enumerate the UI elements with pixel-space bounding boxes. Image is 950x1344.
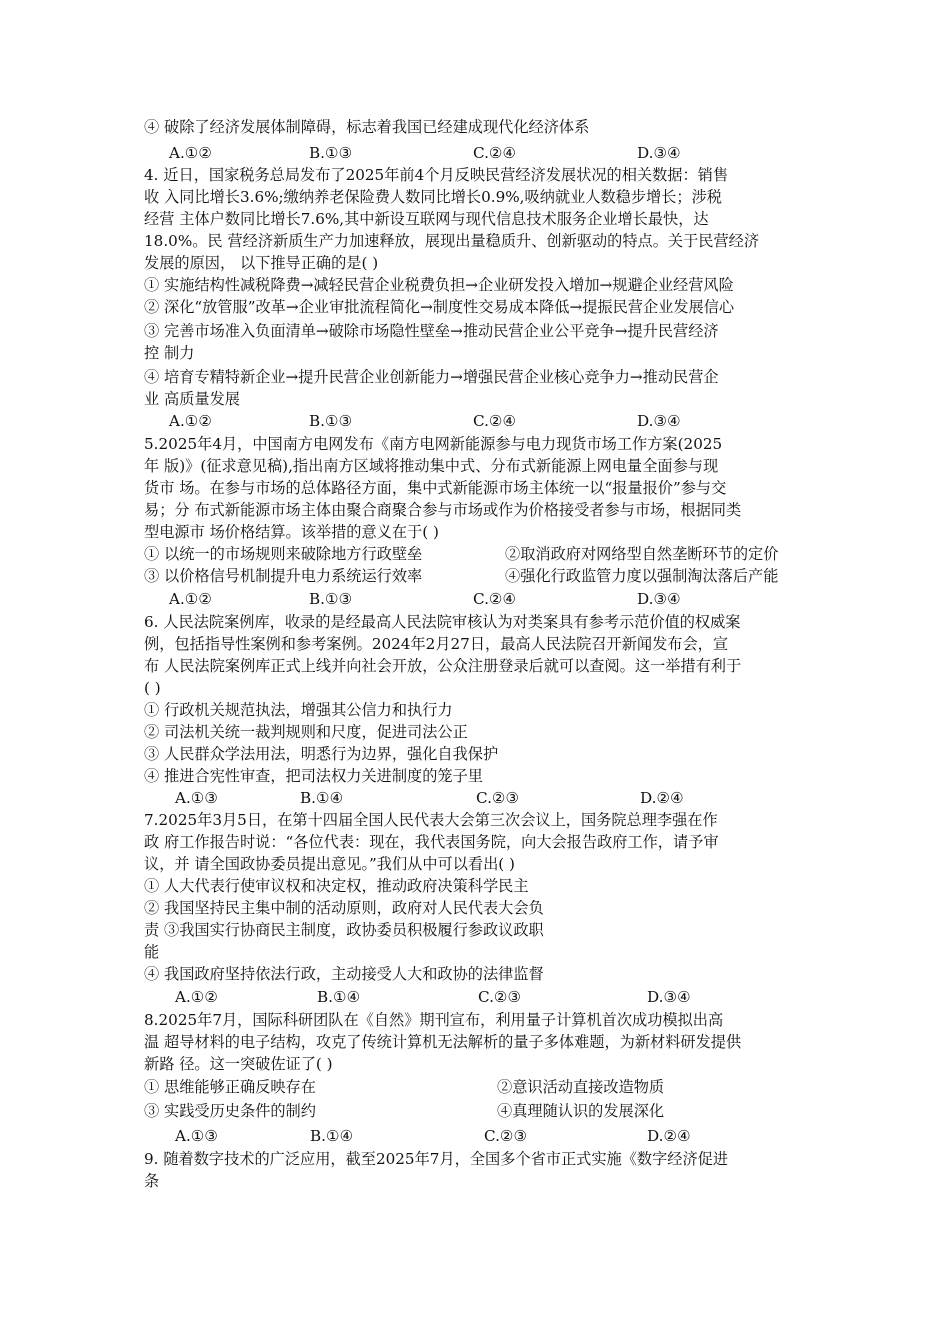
q4-choice-d: D.③④ (637, 412, 681, 430)
q6-item-3: ③ 人民群众学法用法，明悉行为边界，强化自我保护 (144, 745, 499, 763)
q6-stem-line: 6. 人民法院案例库，收录的是经最高人民法院审核认为对类案具有参考示范价值的权威案 (144, 613, 741, 631)
q9-stem-line: 条 (144, 1172, 160, 1190)
q4-item-4: ④ 培育专精特新企业→提升民营企业创新能力→增强民营企业核心竞争力→推动民营企 (144, 368, 719, 386)
q8-stem-line: 新路 径。这一突破佐证了( ) (144, 1055, 333, 1073)
q8-choice-c: C.②③ (484, 1127, 528, 1145)
q3-choice-a: A.①② (169, 144, 213, 162)
q4-item-3: ③ 完善市场准入负面清单→破除市场隐性壁垒→推动民营企业公平竞争→提升民营经济 (144, 322, 719, 340)
q6-choice-b: B.①④ (300, 789, 344, 807)
q4-stem-line: 经营 主体户数同比增长7.6%,其中新设互联网与现代信息技术服务企业增长最快，达 (144, 210, 709, 228)
q3-choice-d: D.③④ (637, 144, 681, 162)
q5-stem-line: 货市 场。在参与市场的总体路径方面，集中式新能源市场主体统一以“报量报价”参与交 (144, 479, 727, 497)
q4-choice-c: C.②④ (473, 412, 517, 430)
q5-choice-c: C.②④ (473, 590, 517, 608)
q7-stem-line: 政 府工作报告时说：“各位代表：现在，我代表国务院，向大会报告政府工作，请予审 (144, 833, 719, 851)
q4-choice-b: B.①③ (309, 412, 353, 430)
q7-stem-line: 议，并 请全国政协委员提出意见。”我们从中可以看出( ) (144, 855, 515, 873)
q5-item-3: ③ 以价格信号机制提升电力系统运行效率 (144, 567, 423, 585)
q5-item-2: ②取消政府对网络型自然垄断环节的定价 (505, 545, 779, 563)
q4-stem-line: 收 入同比增长3.6%;缴纳养老保险费人数同比增长0.9%,吸纳就业人数稳步增长；涉税 (144, 188, 722, 206)
q7-item-1: ① 人大代表行使审议权和决定权，推动政府决策科学民主 (144, 877, 529, 895)
q7-choice-b: B.①④ (317, 988, 361, 1006)
q5-item-1: ① 以统一的市场规则来破除地方行政壁垒 (144, 545, 423, 563)
q4-item-2: ② 深化“放管服”改革→企业审批流程简化→制度性交易成本降低→提振民营企业发展信心 (144, 298, 735, 316)
q5-choice-b: B.①③ (309, 590, 353, 608)
q7-item-2-3: 责 ③我国实行协商民主制度，政协委员积极履行参政议政职 (144, 921, 544, 939)
q3-choice-c: C.②④ (473, 144, 517, 162)
q7-choice-c: C.②③ (478, 988, 522, 1006)
q6-choice-a: A.①③ (175, 789, 219, 807)
q6-stem-line: 布 人民法院案例库正式上线并向社会开放，公众注册登录后就可以查阅。这一举措有利于 (144, 657, 742, 675)
q8-item-1: ① 思维能够正确反映存在 (144, 1078, 316, 1096)
q5-stem-line: 年 版)》(征求意见稿),指出南方区域将推动集中式、分布式新能源上网电量全面参与现 (144, 457, 719, 475)
q5-stem-line: 易；分 布式新能源市场主体由聚合商聚合参与市场或作为价格接受者参与市场，根据同类 (144, 501, 742, 519)
q4-stem-line: 18.0%。民 营经济新质生产力加速释放，展现出量稳质升、创新驱动的特点。关于民营经济 (144, 232, 760, 250)
q5-choice-d: D.③④ (637, 590, 681, 608)
q3-choice-b: B.①③ (309, 144, 353, 162)
q9-stem-line: 9. 随着数字技术的广泛应用，截至2025年7月，全国多个省市正式实施《数字经济促进 (144, 1150, 729, 1168)
q4-item-1: ① 实施结构性减税降费→减轻民营企业税费负担→企业研发投入增加→规避企业经营风险 (144, 276, 734, 294)
q4-stem-line: 4. 近日，国家税务总局发布了2025年前4个月反映民营经济发展状况的相关数据：销售 (144, 166, 729, 184)
q8-choice-d: D.②④ (647, 1127, 691, 1145)
q6-item-4: ④ 推进合宪性审查，把司法权力关进制度的笼子里 (144, 767, 483, 785)
q4-stem-line: 发展的原因， 以下推导正确的是( ) (144, 254, 379, 272)
q4-choice-a: A.①② (169, 412, 213, 430)
q5-stem-line: 型电源市 场价格结算。该举措的意义在于( ) (144, 523, 439, 541)
q7-choice-d: D.③④ (647, 988, 691, 1006)
q5-item-4: ④强化行政监管力度以强制淘汰落后产能 (505, 567, 779, 585)
q3-item-4: ④ 破除了经济发展体制障碍，标志着我国已经建成现代化经济体系 (144, 118, 590, 136)
q8-item-2: ②意识活动直接改造物质 (497, 1078, 665, 1096)
q8-choice-a: A.①③ (175, 1127, 219, 1145)
q4-item-3-cont: 控 制力 (144, 344, 195, 362)
q5-stem-line: 5.2025年4月，中国南方电网发布《南方电网新能源参与电力现货市场工作方案(2025 (144, 435, 723, 453)
q6-item-1: ① 行政机关规范执法，增强其公信力和执行力 (144, 701, 453, 719)
q6-item-2: ② 司法机关统一裁判规则和尺度，促进司法公正 (144, 723, 468, 741)
q7-stem-line: 7.2025年3月5日，在第十四届全国人民代表大会第三次会议上，国务院总理李强在作 (144, 811, 718, 829)
q6-choice-d: D.②④ (640, 789, 684, 807)
q7-item-3-cont: 能 (144, 943, 160, 961)
q5-choice-a: A.①② (169, 590, 213, 608)
q4-item-4-cont: 业 高质量发展 (144, 390, 240, 408)
q8-stem-line: 8.2025年7月，国际科研团队在《自然》期刊宣布，利用量子计算机首次成功模拟出高 (144, 1011, 724, 1029)
q6-stem-line: ( ) (144, 679, 161, 697)
q7-choice-a: A.①② (175, 988, 219, 1006)
q8-item-4: ④真理随认识的发展深化 (497, 1102, 665, 1120)
q8-stem-line: 温 超导材料的电子结构，攻克了传统计算机无法解析的量子多体难题，为新材料研发提供 (144, 1033, 742, 1051)
q8-item-3: ③ 实践受历史条件的制约 (144, 1102, 316, 1120)
q7-item-2: ② 我国坚持民主集中制的活动原则，政府对人民代表大会负 (144, 899, 544, 917)
q8-choice-b: B.①④ (310, 1127, 354, 1145)
q7-item-4: ④ 我国政府坚持依法行政，主动接受人大和政协的法律监督 (144, 965, 544, 983)
q6-stem-line: 例，包括指导性案例和参考案例。2024年2月27日，最高人民法院召开新闻发布会，宣 (144, 635, 729, 653)
q6-choice-c: C.②③ (476, 789, 520, 807)
